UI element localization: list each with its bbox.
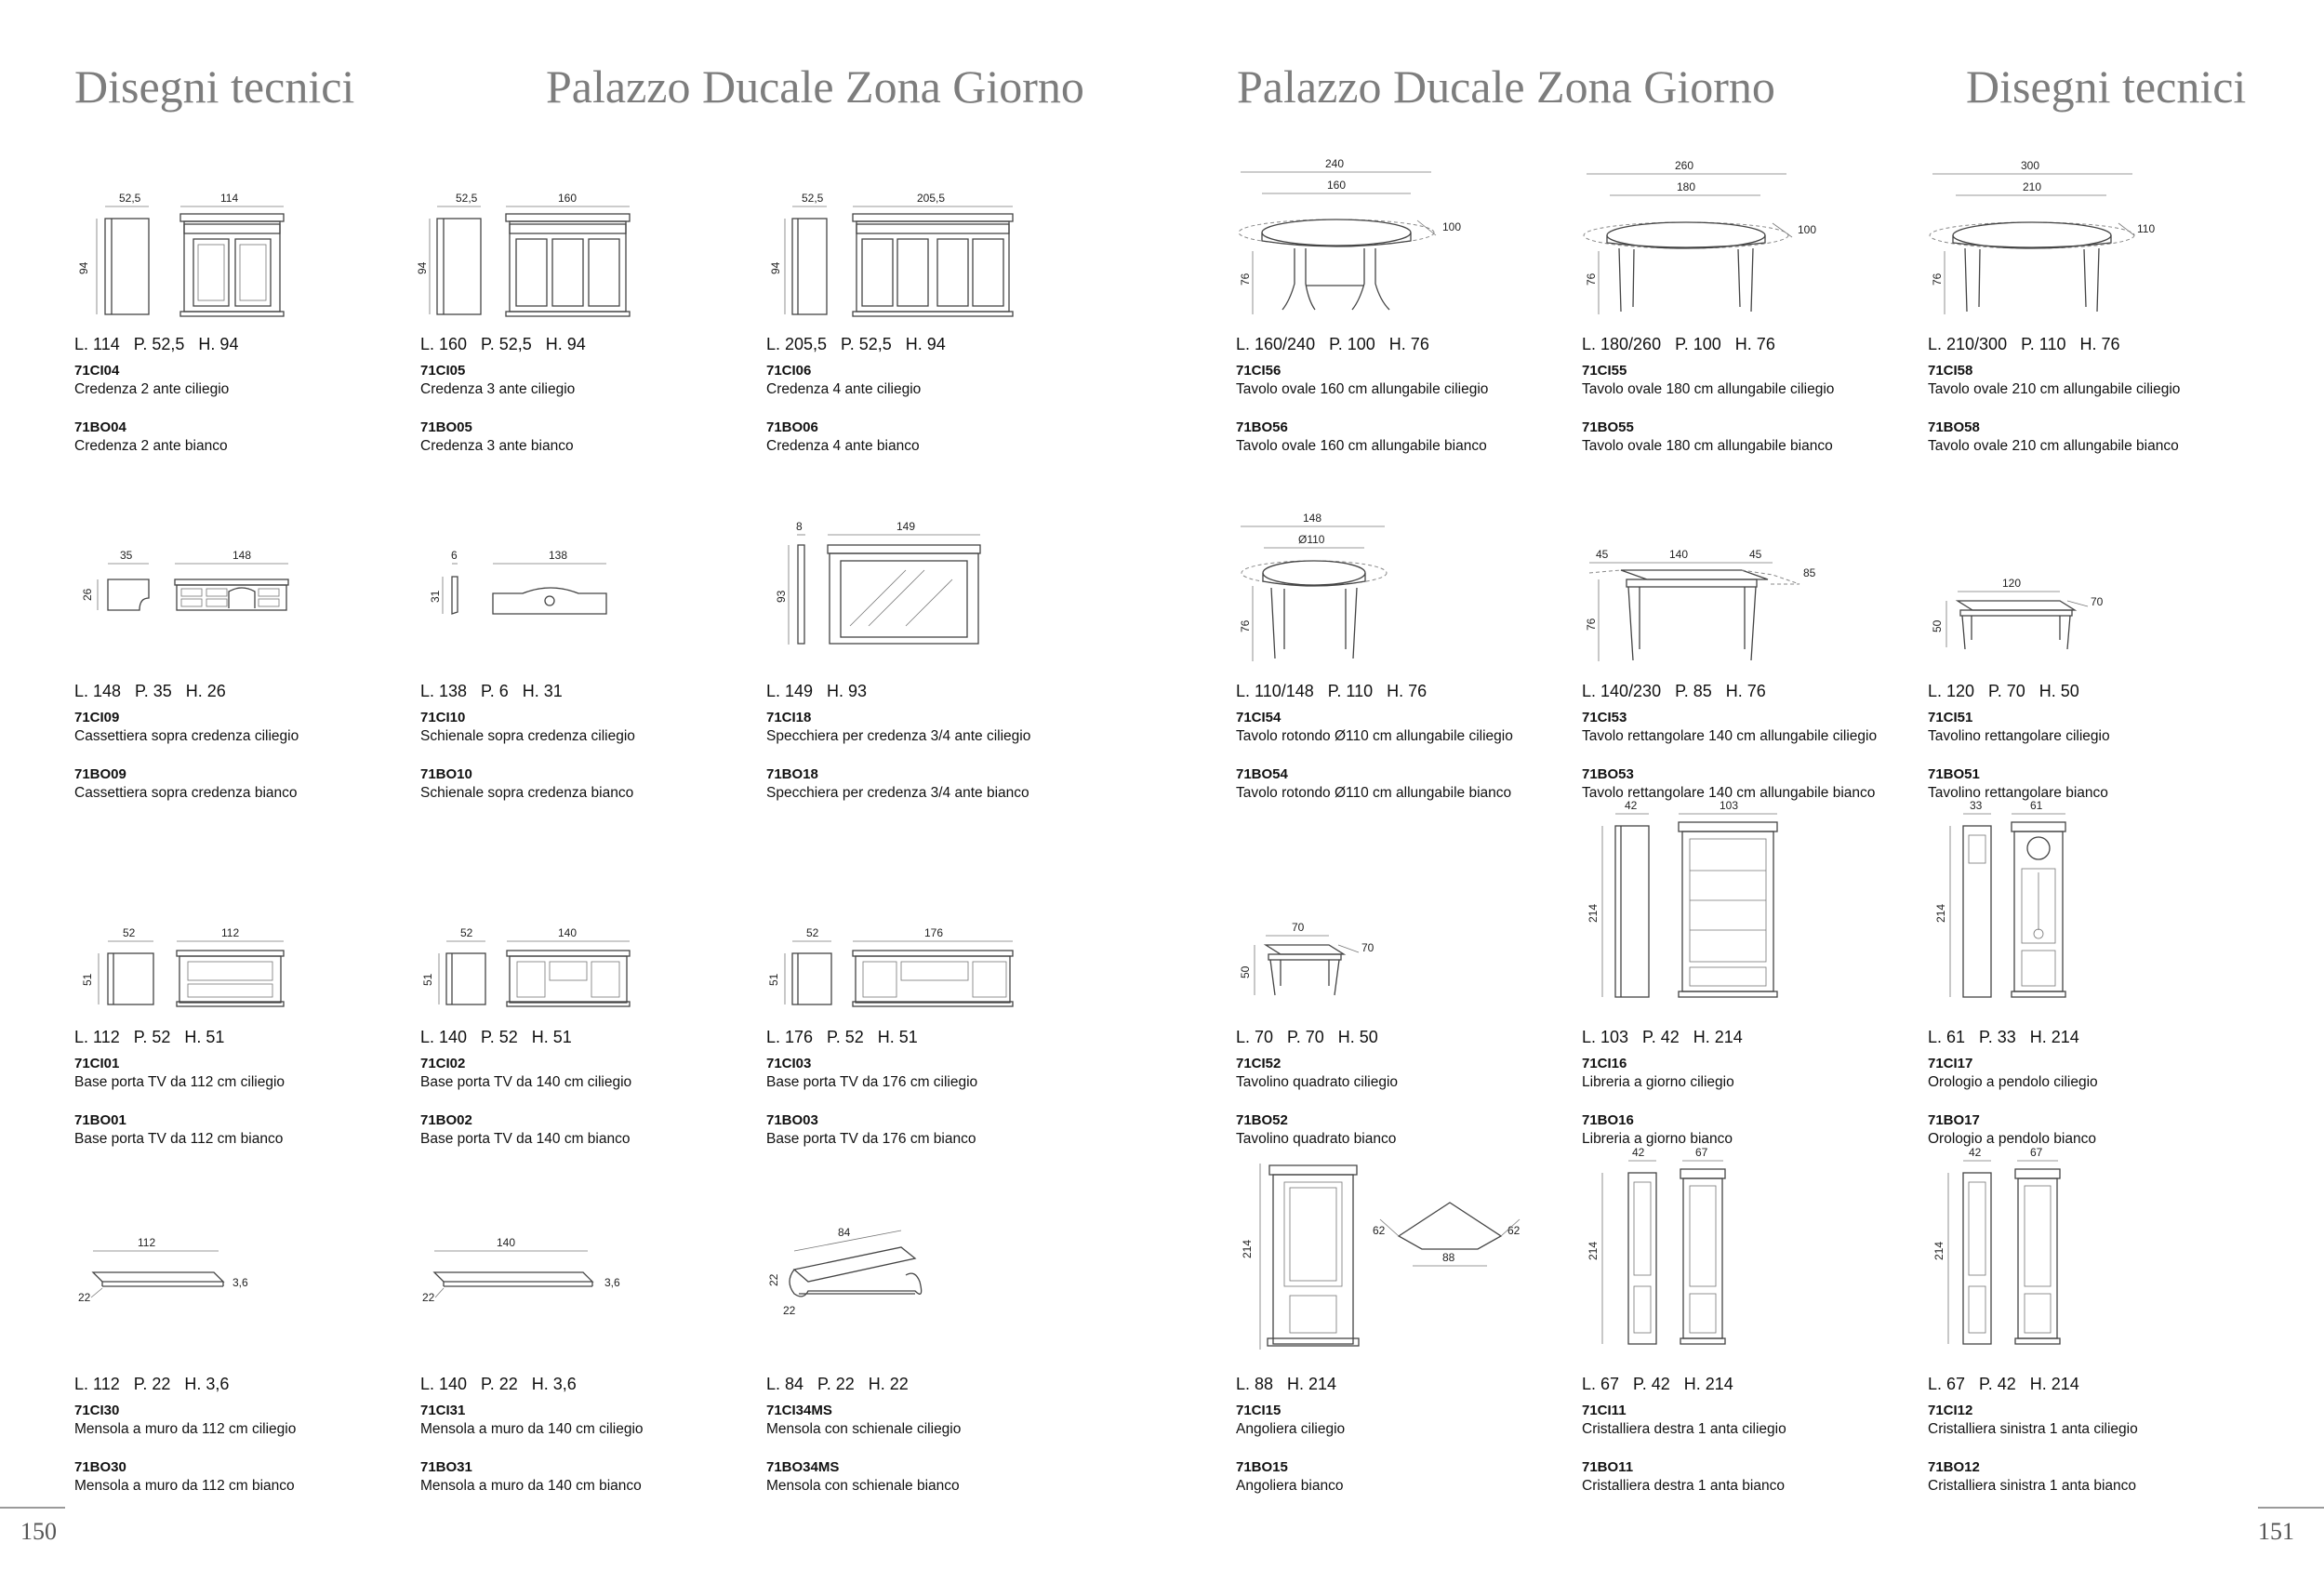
product-card bbox=[766, 163, 1092, 509]
product-code: 71CI51 bbox=[1928, 710, 1973, 725]
product-description: Specchiera per credenza 3/4 ante bianco bbox=[766, 785, 1029, 801]
product-description: Base porta TV da 140 cm bianco bbox=[420, 1131, 631, 1147]
product-description: Credenza 4 ante bianco bbox=[766, 438, 920, 454]
dimensions: L. 148 P. 35 H. 26 bbox=[74, 682, 226, 700]
svg-text:140: 140 bbox=[1669, 548, 1689, 561]
svg-text:112: 112 bbox=[221, 926, 240, 939]
product-description: Mensola con schienale ciliegio bbox=[766, 1421, 962, 1437]
product-code: 71BO53 bbox=[1582, 766, 1634, 782]
svg-text:42: 42 bbox=[1632, 1146, 1645, 1159]
product-description: Credenza 2 ante bianco bbox=[74, 438, 228, 454]
product-description: Cassettiera sopra credenza ciliegio bbox=[74, 728, 299, 744]
svg-text:42: 42 bbox=[1625, 799, 1638, 812]
svg-text:26: 26 bbox=[81, 588, 94, 601]
product-card bbox=[766, 856, 1092, 1202]
product-code: 71BO52 bbox=[1236, 1112, 1288, 1128]
product-description: Tavolino quadrato bianco bbox=[1236, 1131, 1397, 1147]
svg-text:210: 210 bbox=[2023, 180, 2042, 193]
technical-drawing bbox=[1582, 1146, 1907, 1365]
svg-text:45: 45 bbox=[1596, 548, 1609, 561]
dimensions: L. 160 P. 52,5 H. 94 bbox=[420, 335, 586, 353]
product-code: 71BO11 bbox=[1582, 1459, 1634, 1475]
svg-text:76: 76 bbox=[1239, 273, 1252, 286]
product-card bbox=[1582, 1146, 1907, 1549]
product-description: Tavolo rettangolare 140 cm allungabile bianco bbox=[1582, 785, 1876, 801]
product-code: 71BO12 bbox=[1928, 1459, 1980, 1475]
product-code: 71CI16 bbox=[1582, 1056, 1627, 1071]
svg-text:103: 103 bbox=[1720, 799, 1739, 812]
svg-text:120: 120 bbox=[2002, 577, 2022, 590]
technical-drawing bbox=[1236, 510, 1561, 672]
svg-text:22: 22 bbox=[767, 1273, 780, 1286]
product-code: 71CI04 bbox=[74, 363, 120, 379]
svg-text:52: 52 bbox=[806, 926, 819, 939]
product-card bbox=[766, 1203, 1092, 1549]
svg-text:51: 51 bbox=[767, 973, 780, 986]
svg-text:51: 51 bbox=[81, 973, 94, 986]
svg-text:214: 214 bbox=[1934, 903, 1947, 923]
product-code: 71CI53 bbox=[1582, 710, 1627, 725]
svg-text:138: 138 bbox=[549, 549, 568, 562]
technical-drawing bbox=[1582, 510, 1907, 672]
svg-text:70: 70 bbox=[1292, 921, 1305, 934]
product-code: 71CI58 bbox=[1928, 363, 1973, 379]
dimensions: L. 140 P. 22 H. 3,6 bbox=[420, 1375, 577, 1393]
product-code: 71CI03 bbox=[766, 1056, 812, 1071]
technical-drawing bbox=[766, 1203, 1092, 1365]
technical-drawing bbox=[74, 1203, 400, 1365]
page-number-right: 151 bbox=[2258, 1518, 2294, 1545]
product-code: 71BO09 bbox=[74, 766, 126, 782]
product-code: 71CI09 bbox=[74, 710, 120, 725]
product-code: 71BO34MS bbox=[766, 1459, 840, 1475]
svg-text:110: 110 bbox=[2137, 222, 2156, 235]
right-page-title: Disegni tecnici bbox=[1966, 60, 2247, 113]
technical-drawing bbox=[74, 163, 400, 326]
product-description: Cristalliera sinistra 1 anta ciliegio bbox=[1928, 1421, 2138, 1437]
product-description: Credenza 2 ante ciliegio bbox=[74, 381, 230, 397]
svg-text:100: 100 bbox=[1798, 223, 1817, 236]
product-description: Tavolo ovale 180 cm allungabile ciliegio bbox=[1582, 381, 1835, 397]
product-card bbox=[1236, 1203, 1561, 1549]
product-code: 71CI15 bbox=[1236, 1403, 1282, 1418]
product-description: Libreria a giorno bianco bbox=[1582, 1131, 1733, 1147]
product-description: Specchiera per credenza 3/4 ante ciliegio bbox=[766, 728, 1031, 744]
product-description: Orologio a pendolo bianco bbox=[1928, 1131, 2096, 1147]
svg-text:31: 31 bbox=[429, 590, 442, 603]
svg-text:148: 148 bbox=[232, 549, 252, 562]
product-card bbox=[1582, 799, 1907, 1202]
svg-text:35: 35 bbox=[120, 549, 133, 562]
product-code: 71CI02 bbox=[420, 1056, 466, 1071]
product-card bbox=[1236, 510, 1561, 856]
svg-text:42: 42 bbox=[1969, 1146, 1982, 1159]
svg-text:52,5: 52,5 bbox=[119, 192, 141, 205]
svg-text:8: 8 bbox=[796, 520, 803, 533]
product-card bbox=[420, 510, 746, 856]
svg-text:93: 93 bbox=[775, 590, 788, 603]
product-card bbox=[1928, 1146, 2253, 1549]
product-description: Cassettiera sopra credenza bianco bbox=[74, 785, 298, 801]
svg-text:52: 52 bbox=[460, 926, 473, 939]
product-card bbox=[1582, 159, 1907, 509]
dimensions: L. 112 P. 52 H. 51 bbox=[74, 1028, 225, 1046]
technical-drawing bbox=[1236, 1203, 1561, 1365]
product-code: 71CI06 bbox=[766, 363, 812, 379]
svg-text:114: 114 bbox=[220, 192, 239, 205]
svg-text:52,5: 52,5 bbox=[456, 192, 478, 205]
svg-text:85: 85 bbox=[1803, 566, 1816, 579]
svg-text:214: 214 bbox=[1587, 1241, 1600, 1260]
dimensions: L. 120 P. 70 H. 50 bbox=[1928, 682, 2079, 700]
technical-drawing bbox=[766, 510, 1092, 672]
product-code: 71BO55 bbox=[1582, 419, 1634, 435]
svg-text:76: 76 bbox=[1585, 273, 1598, 286]
svg-text:214: 214 bbox=[1587, 903, 1600, 923]
technical-drawing bbox=[74, 510, 400, 672]
product-description: Base porta TV da 176 cm bianco bbox=[766, 1131, 976, 1147]
product-description: Tavolino rettangolare ciliegio bbox=[1928, 728, 2110, 744]
product-description: Tavolo ovale 180 cm allungabile bianco bbox=[1582, 438, 1833, 454]
svg-text:260: 260 bbox=[1675, 159, 1694, 172]
svg-text:33: 33 bbox=[1970, 799, 1983, 812]
technical-drawing bbox=[766, 856, 1092, 1018]
dimensions: L. 110/148 P. 110 H. 76 bbox=[1236, 682, 1428, 700]
svg-text:52,5: 52,5 bbox=[802, 192, 824, 205]
svg-text:50: 50 bbox=[1931, 619, 1944, 632]
product-description: Schienale sopra credenza ciliegio bbox=[420, 728, 635, 744]
svg-text:160: 160 bbox=[558, 192, 578, 205]
svg-text:50: 50 bbox=[1239, 965, 1252, 978]
svg-text:67: 67 bbox=[1695, 1146, 1708, 1159]
product-code: 71BO30 bbox=[74, 1459, 126, 1475]
product-description: Tavolo ovale 160 cm allungabile ciliegio bbox=[1236, 381, 1489, 397]
product-code: 71CI18 bbox=[766, 710, 812, 725]
svg-text:52: 52 bbox=[123, 926, 136, 939]
dimensions: L. 176 P. 52 H. 51 bbox=[766, 1028, 918, 1046]
svg-text:22: 22 bbox=[422, 1291, 435, 1304]
technical-drawing bbox=[1928, 159, 2253, 326]
svg-text:300: 300 bbox=[2021, 159, 2040, 172]
product-code: 71BO15 bbox=[1236, 1459, 1288, 1475]
product-code: 71CI52 bbox=[1236, 1056, 1282, 1071]
product-description: Tavolo rotondo Ø110 cm allungabile ciliegio bbox=[1236, 728, 1513, 744]
product-code: 71CI56 bbox=[1236, 363, 1282, 379]
dimensions: L. 210/300 P. 110 H. 76 bbox=[1928, 335, 2120, 353]
svg-text:62: 62 bbox=[1507, 1224, 1521, 1237]
product-code: 71CI30 bbox=[74, 1403, 120, 1418]
product-code: 71CI55 bbox=[1582, 363, 1627, 379]
product-card bbox=[74, 1203, 400, 1549]
technical-drawing bbox=[1928, 1146, 2253, 1365]
technical-drawing bbox=[1236, 157, 1561, 326]
technical-drawing bbox=[1582, 799, 1907, 1018]
product-description: Tavolo rettangolare 140 cm allungabile ciliegio bbox=[1582, 728, 1878, 744]
technical-drawing bbox=[420, 1203, 746, 1365]
dimensions: L. 149 H. 93 bbox=[766, 682, 868, 700]
svg-text:3,6: 3,6 bbox=[232, 1276, 248, 1289]
technical-drawing bbox=[420, 510, 746, 672]
svg-text:180: 180 bbox=[1677, 180, 1696, 193]
technical-drawing bbox=[1582, 159, 1907, 326]
product-description: Mensola a muro da 140 cm ciliegio bbox=[420, 1421, 644, 1437]
svg-text:67: 67 bbox=[2030, 1146, 2043, 1159]
product-description: Base porta TV da 112 cm bianco bbox=[74, 1131, 284, 1147]
dimensions: L. 67 P. 42 H. 214 bbox=[1582, 1375, 1733, 1393]
dimensions: L. 138 P. 6 H. 31 bbox=[420, 682, 563, 700]
svg-text:76: 76 bbox=[1931, 273, 1944, 286]
product-code: 71CI17 bbox=[1928, 1056, 1973, 1071]
svg-text:140: 140 bbox=[558, 926, 578, 939]
page-number-left: 150 bbox=[20, 1518, 57, 1545]
svg-text:70: 70 bbox=[1361, 941, 1374, 954]
svg-text:94: 94 bbox=[77, 261, 90, 274]
product-card bbox=[420, 856, 746, 1202]
svg-text:88: 88 bbox=[1442, 1251, 1455, 1264]
svg-text:140: 140 bbox=[497, 1236, 516, 1249]
product-description: Cristalliera sinistra 1 anta bianco bbox=[1928, 1478, 2136, 1494]
svg-text:61: 61 bbox=[2030, 799, 2043, 812]
dimensions: L. 103 P. 42 H. 214 bbox=[1582, 1028, 1743, 1046]
dimensions: L. 140 P. 52 H. 51 bbox=[420, 1028, 572, 1046]
product-description: Tavolo rotondo Ø110 cm allungabile bianco bbox=[1236, 785, 1512, 801]
dimensions: L. 140/230 P. 85 H. 76 bbox=[1582, 682, 1766, 700]
dimensions: L. 180/260 P. 100 H. 76 bbox=[1582, 335, 1775, 353]
dimensions: L. 84 P. 22 H. 22 bbox=[766, 1375, 909, 1393]
svg-text:6: 6 bbox=[451, 549, 458, 562]
technical-drawing bbox=[1928, 510, 2253, 672]
product-description: Tavolo ovale 210 cm allungabile bianco bbox=[1928, 438, 2179, 454]
product-code: 71BO56 bbox=[1236, 419, 1288, 435]
svg-text:45: 45 bbox=[1749, 548, 1762, 561]
svg-text:51: 51 bbox=[421, 973, 434, 986]
product-code: 71BO01 bbox=[74, 1112, 126, 1128]
svg-text:112: 112 bbox=[138, 1236, 156, 1249]
product-code: 71CI54 bbox=[1236, 710, 1282, 725]
product-description: Mensola a muro da 140 cm bianco bbox=[420, 1478, 642, 1494]
right-series-title: Palazzo Ducale Zona Giorno bbox=[1237, 60, 1775, 113]
technical-drawing bbox=[420, 856, 746, 1018]
product-card bbox=[74, 510, 400, 856]
svg-text:76: 76 bbox=[1239, 619, 1252, 632]
product-description: Base porta TV da 176 cm ciliegio bbox=[766, 1074, 978, 1090]
left-page-title: Disegni tecnici bbox=[74, 60, 355, 113]
product-code: 71BO51 bbox=[1928, 766, 1980, 782]
product-description: Orologio a pendolo ciliegio bbox=[1928, 1074, 2098, 1090]
product-code: 71BO02 bbox=[420, 1112, 472, 1128]
product-description: Credenza 4 ante ciliegio bbox=[766, 381, 922, 397]
product-code: 71CI01 bbox=[74, 1056, 120, 1071]
svg-text:214: 214 bbox=[1932, 1241, 1946, 1260]
product-code: 71BO31 bbox=[420, 1459, 472, 1475]
technical-drawing bbox=[1928, 799, 2253, 1018]
svg-text:22: 22 bbox=[78, 1291, 91, 1304]
product-card bbox=[416, 163, 746, 509]
page-rule-right bbox=[2258, 1507, 2324, 1509]
product-card bbox=[766, 510, 1092, 856]
product-code: 71CI31 bbox=[420, 1403, 466, 1418]
product-code: 71CI11 bbox=[1582, 1403, 1627, 1418]
dimensions: L. 70 P. 70 H. 50 bbox=[1236, 1028, 1378, 1046]
dimensions: L. 114 P. 52,5 H. 94 bbox=[74, 335, 239, 353]
product-description: Schienale sopra credenza bianco bbox=[420, 785, 634, 801]
svg-text:160: 160 bbox=[1327, 179, 1347, 192]
svg-text:205,5: 205,5 bbox=[917, 192, 946, 205]
dimensions: L. 67 P. 42 H. 214 bbox=[1928, 1375, 2079, 1393]
product-code: 71BO05 bbox=[420, 419, 472, 435]
product-description: Tavolino rettangolare bianco bbox=[1928, 785, 2108, 801]
product-description: Angoliera ciliegio bbox=[1236, 1421, 1346, 1437]
product-card bbox=[74, 163, 400, 509]
product-description: Angoliera bianco bbox=[1236, 1478, 1344, 1494]
dimensions: L. 61 P. 33 H. 214 bbox=[1928, 1028, 2079, 1046]
product-code: 71BO18 bbox=[766, 766, 818, 782]
product-code: 71BO16 bbox=[1582, 1112, 1634, 1128]
svg-text:Ø110: Ø110 bbox=[1298, 533, 1325, 546]
dimensions: L. 205,5 P. 52,5 H. 94 bbox=[766, 335, 946, 353]
product-description: Base porta TV da 112 cm ciliegio bbox=[74, 1074, 286, 1090]
product-description: Mensola con schienale bianco bbox=[766, 1478, 960, 1494]
left-series-title: Palazzo Ducale Zona Giorno bbox=[546, 60, 1084, 113]
svg-text:148: 148 bbox=[1303, 512, 1322, 525]
product-description: Mensola a muro da 112 cm ciliegio bbox=[74, 1421, 297, 1437]
product-card bbox=[1236, 157, 1561, 509]
svg-text:76: 76 bbox=[1585, 618, 1598, 631]
product-description: Mensola a muro da 112 cm bianco bbox=[74, 1478, 295, 1494]
product-code: 71BO17 bbox=[1928, 1112, 1980, 1128]
svg-text:84: 84 bbox=[838, 1226, 851, 1239]
svg-text:240: 240 bbox=[1325, 157, 1345, 170]
svg-text:62: 62 bbox=[1373, 1224, 1386, 1237]
product-code: 71BO04 bbox=[74, 419, 126, 435]
svg-text:94: 94 bbox=[416, 261, 429, 274]
technical-drawing bbox=[766, 163, 1092, 326]
product-description: Cristalliera destra 1 anta ciliegio bbox=[1582, 1421, 1786, 1437]
product-description: Tavolo ovale 210 cm allungabile ciliegio bbox=[1928, 381, 2181, 397]
svg-text:70: 70 bbox=[2091, 595, 2104, 608]
product-code: 71CI12 bbox=[1928, 1403, 1973, 1418]
dimensions: L. 160/240 P. 100 H. 76 bbox=[1236, 335, 1429, 353]
product-description: Credenza 3 ante ciliegio bbox=[420, 381, 576, 397]
dimensions: L. 88 H. 214 bbox=[1236, 1375, 1337, 1393]
product-code: 71CI10 bbox=[420, 710, 466, 725]
product-description: Credenza 3 ante bianco bbox=[420, 438, 574, 454]
product-code: 71CI05 bbox=[420, 363, 466, 379]
product-code: 71BO10 bbox=[420, 766, 472, 782]
svg-text:214: 214 bbox=[1241, 1239, 1254, 1258]
product-description: Cristalliera destra 1 anta bianco bbox=[1582, 1478, 1785, 1494]
product-description: Tavolo ovale 160 cm allungabile bianco bbox=[1236, 438, 1487, 454]
product-card bbox=[74, 856, 400, 1202]
product-code: 71BO54 bbox=[1236, 766, 1288, 782]
product-card bbox=[420, 1203, 746, 1549]
product-description: Tavolino quadrato ciliegio bbox=[1236, 1074, 1399, 1090]
product-code: 71CI34MS bbox=[766, 1403, 832, 1418]
svg-text:176: 176 bbox=[924, 926, 944, 939]
product-code: 71BO06 bbox=[766, 419, 818, 435]
svg-text:100: 100 bbox=[1442, 220, 1462, 233]
page-rule-left bbox=[0, 1507, 65, 1509]
technical-drawing bbox=[1236, 856, 1561, 1018]
product-card bbox=[1928, 159, 2253, 509]
product-description: Base porta TV da 140 cm ciliegio bbox=[420, 1074, 632, 1090]
svg-text:3,6: 3,6 bbox=[604, 1276, 620, 1289]
product-description: Libreria a giorno ciliegio bbox=[1582, 1074, 1734, 1090]
dimensions: L. 112 P. 22 H. 3,6 bbox=[74, 1375, 230, 1393]
product-code: 71BO03 bbox=[766, 1112, 818, 1128]
product-card bbox=[1236, 856, 1561, 1202]
svg-text:94: 94 bbox=[769, 261, 782, 274]
product-code: 71BO58 bbox=[1928, 419, 1980, 435]
technical-drawing bbox=[416, 163, 746, 326]
svg-text:149: 149 bbox=[896, 520, 916, 533]
svg-text:22: 22 bbox=[783, 1304, 796, 1317]
technical-drawing bbox=[74, 856, 400, 1018]
